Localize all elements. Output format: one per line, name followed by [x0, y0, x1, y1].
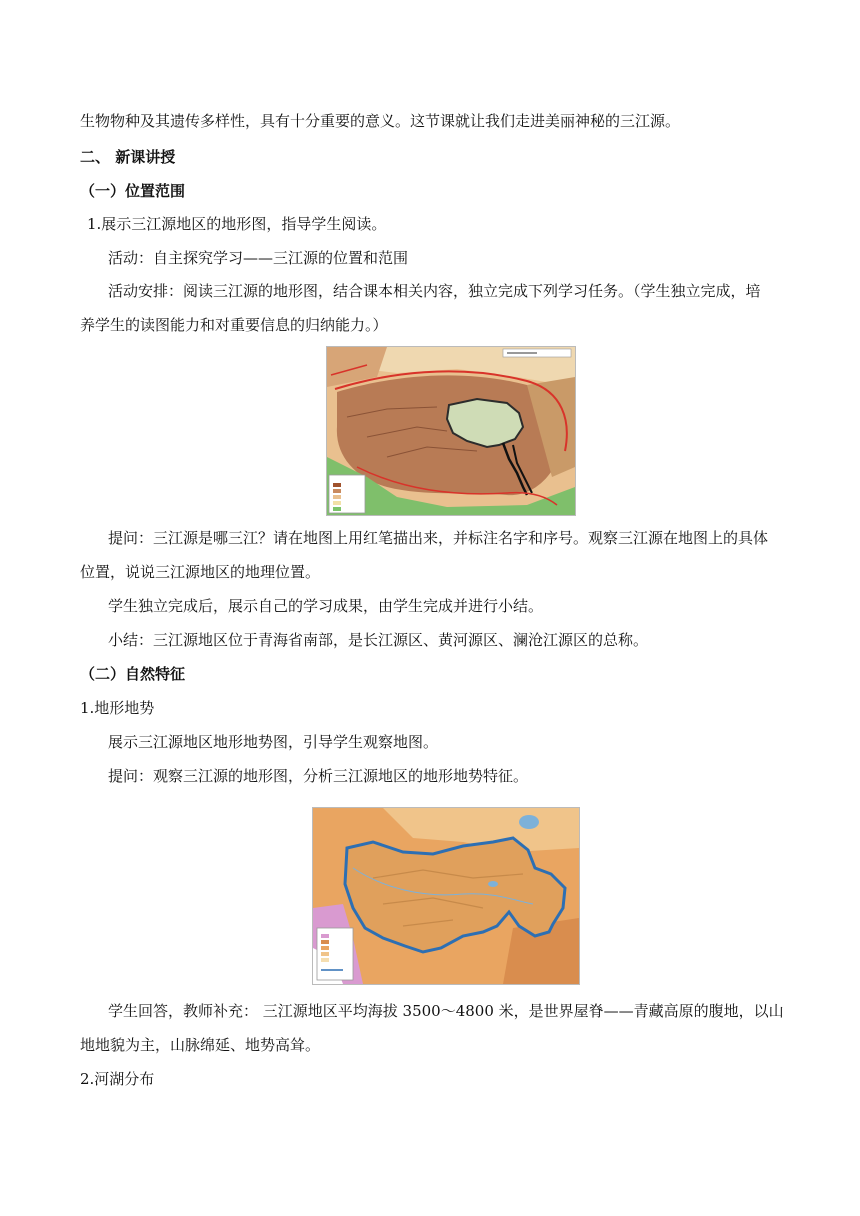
section-heading-lecture: 二、 新课讲授: [80, 148, 176, 166]
summary-line: 小结：三江源地区位于青海省南部，是长江源区、黄河源区、澜沧江源区的总称。: [108, 631, 649, 649]
answer-line-2: 地地貌为主，山脉绵延、地势高耸。: [80, 1036, 321, 1054]
step-1-line: 1.展示三江源地区的地形图，指导学生阅读。: [87, 215, 387, 233]
activity-arrangement-line-1: 活动安排：阅读三江源的地形图，结合课本相关内容，独立完成下列学习任务。（学生独立完成，培: [108, 282, 761, 300]
topic-terrain: 1.地形地势: [80, 699, 155, 717]
show-terrain-map-line: 展示三江源地区地形地势图，引导学生观察地图。: [108, 733, 439, 751]
activity-arrangement-line-2: 养学生的读图能力和对重要信息的归纳能力。）: [80, 316, 388, 334]
sanjiangyuan-landform-map: [312, 807, 580, 985]
subheading-position-range: （一）位置范围: [80, 182, 186, 200]
student-work-line: 学生独立完成后，展示自己的学习成果，由学生完成并进行小结。: [108, 597, 544, 615]
subheading-natural-features: （二）自然特征: [80, 665, 186, 683]
question-line-1: 提问：三江源是哪三江？请在地图上用红笔描出来，并标注名字和序号。观察三江源在地图上的具体: [108, 529, 769, 547]
intro-line: 生物物种及其遗传多样性，具有十分重要的意义。这节课就让我们走进美丽神秘的三江源。: [80, 112, 681, 130]
answer-line-1: 学生回答，教师补充： 三江源地区平均海拔 3500～4800 米，是世界屋脊——青藏高原的腹地，以山: [108, 1002, 784, 1020]
topic-rivers-lakes: 2.河湖分布: [80, 1070, 155, 1088]
terrain-question-line: 提问：观察三江源的地形图，分析三江源地区的地形地势特征。: [108, 767, 529, 785]
activity-line: 活动：自主探究学习——三江源的位置和范围: [108, 249, 409, 267]
terrain-map-sanjiangyuan: [326, 346, 576, 516]
question-line-2: 位置，说说三江源地区的地理位置。: [80, 563, 321, 581]
